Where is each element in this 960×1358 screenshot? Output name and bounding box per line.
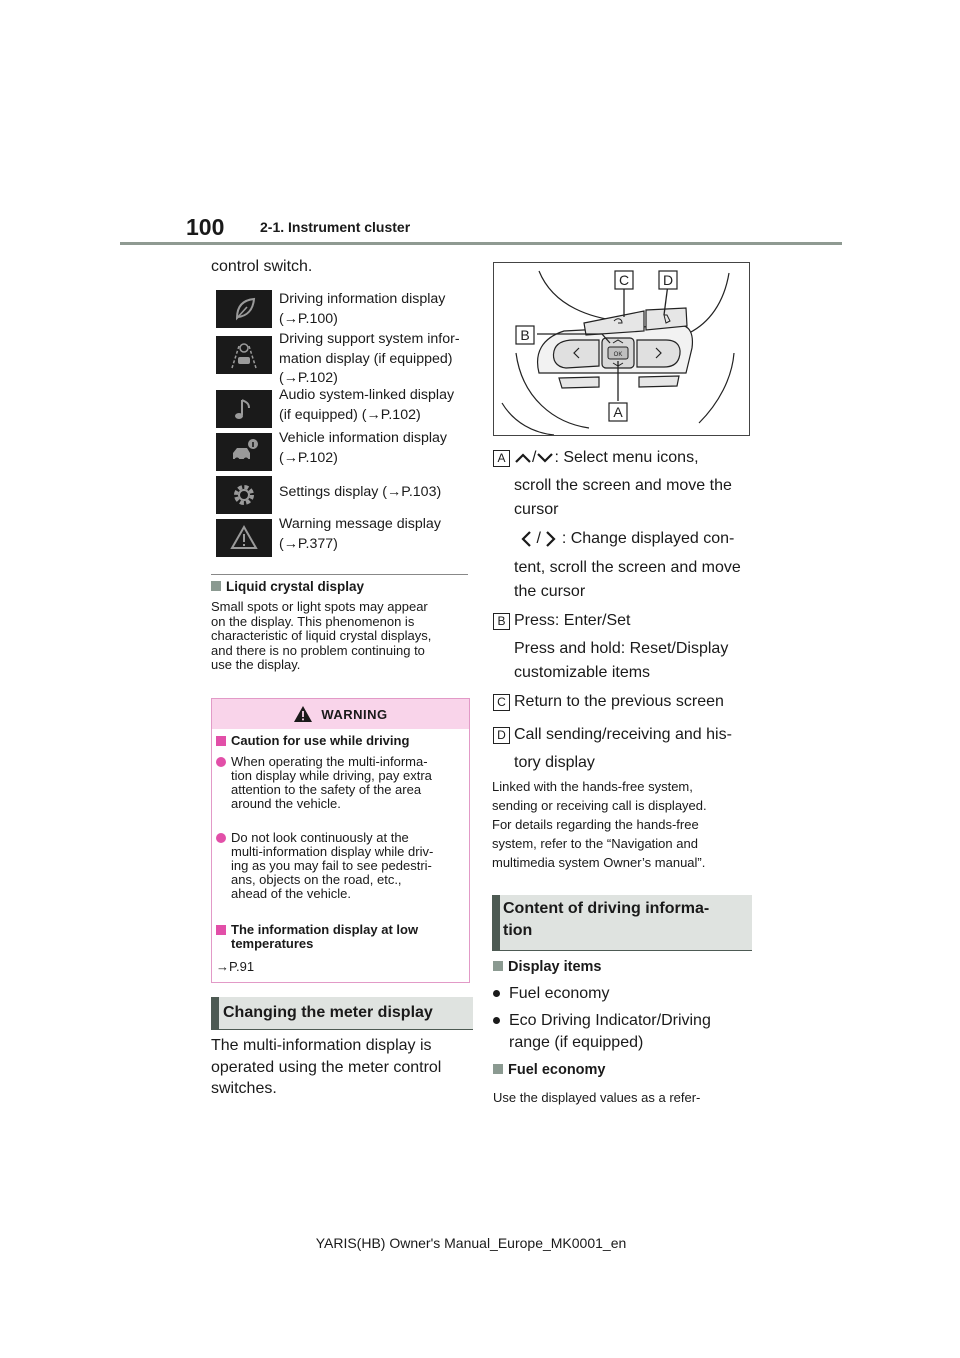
footer: YARIS(HB) Owner's Manual_Europe_MK0001_en (315, 1235, 627, 1251)
chevron-right-icon (545, 530, 557, 548)
square-bullet-icon (211, 581, 221, 591)
legend-a-line-4: / : Change displayed con- (520, 528, 734, 550)
handsfree-note: Linked with the hands-free system, sending or receiving call is displayed. For details regarding the hands-free system, refer to the “Navigation and multimedia system Owner’s manual”. (492, 779, 707, 870)
diagram-label-b: B (520, 327, 530, 343)
pink-square-icon (216, 925, 226, 935)
legend-b-label: B (493, 612, 510, 630)
warning-header: WARNING (212, 699, 469, 729)
legend-a-line-2: scroll the screen and move the (514, 477, 732, 494)
warning-caution-title: Caution for use while driving (216, 734, 462, 748)
legend-a-label: A (493, 449, 510, 467)
fuel-economy-heading: Fuel economy (493, 1062, 606, 1078)
warning-item-1: When operating the multi-informa- tion display while driving, pay extra attention to the safety of the area around the vehicle. (216, 755, 462, 811)
legend-d-line-1: Call sending/receiving and his- (514, 726, 732, 743)
page-number: 100 (186, 214, 225, 240)
car-info-icon (216, 433, 272, 471)
bullet-fuel-economy: Fuel economy (493, 983, 610, 1005)
steering-switch-diagram (493, 262, 750, 436)
legend-b-line-1: Press: Enter/Set (514, 612, 631, 629)
fuel-economy-paragraph: Use the displayed values as a refer- (493, 1090, 701, 1105)
diagram-label-a: A (613, 404, 623, 420)
content-driving-info-heading: Content of driving informa- tion (492, 895, 752, 951)
leaf-icon (216, 290, 272, 328)
legend-d-label: D (493, 726, 510, 744)
changing-meter-paragraph: The multi-information display is operated using the meter control switches. (211, 1037, 442, 1097)
car-lane-icon (216, 336, 272, 374)
section-divider (211, 574, 468, 575)
chevron-left-icon (520, 530, 532, 548)
legend-a-line-6: the cursor (514, 583, 586, 600)
bullet-eco-driving-cont: range (if equipped) (509, 1034, 644, 1051)
bullet-eco-driving: Eco Driving Indicator/Driving (493, 1010, 711, 1032)
warning-low-temp-ref: →P.91 (216, 959, 255, 974)
chevron-up-icon (514, 452, 532, 464)
legend-d-line-2: tory display (514, 754, 595, 771)
legend-c-line-1: Return to the previous screen (514, 693, 724, 710)
music-note-icon (216, 390, 272, 428)
pink-dot-icon (216, 757, 226, 767)
warning-box (211, 698, 470, 983)
lead-text: control switch. (211, 258, 313, 275)
pink-dot-icon (216, 833, 226, 843)
warning-icon (293, 705, 313, 723)
pink-square-icon (216, 736, 226, 746)
warning-item-2: Do not look continuously at the multi-information display while driv- ing as you may fail to see pedestri- ans, objects on the road, etc., ahead of the vehicle. (216, 831, 462, 901)
legend-a-line-5: tent, scroll the screen and move (514, 559, 741, 576)
square-bullet-icon (493, 1064, 503, 1074)
ok-button-label: OK (613, 352, 623, 358)
bullet-icon (493, 1017, 500, 1024)
warning-triangle-icon (216, 519, 272, 557)
legend-a-line-1: / : Select menu icons, (514, 447, 699, 469)
legend-c-label: C (493, 693, 510, 711)
header-rule (120, 242, 842, 245)
gear-icon (216, 476, 272, 514)
legend-b-line-2: Press and hold: Reset/Display (514, 640, 729, 657)
diagram-label-c: C (618, 272, 630, 288)
diagram-label-d: D (662, 272, 674, 288)
chevron-down-icon (536, 452, 554, 464)
lcd-heading: Liquid crystal display (211, 579, 364, 594)
legend-a-line-3: cursor (514, 501, 559, 518)
legend-b-line-3: customizable items (514, 664, 651, 681)
lcd-paragraph: Small spots or light spots may appear on the display. This phenomenon is characteristic of liquid crystal displays, and there is no problem continuing to use the display. (211, 599, 432, 672)
changing-meter-heading: Changing the meter display (211, 997, 473, 1030)
section-title: 2-1. Instrument cluster (260, 219, 411, 235)
warning-low-temp-title: The information display at low temperatures (216, 923, 462, 951)
bullet-icon (493, 990, 500, 997)
square-bullet-icon (493, 961, 503, 971)
display-items-heading: Display items (493, 959, 602, 975)
